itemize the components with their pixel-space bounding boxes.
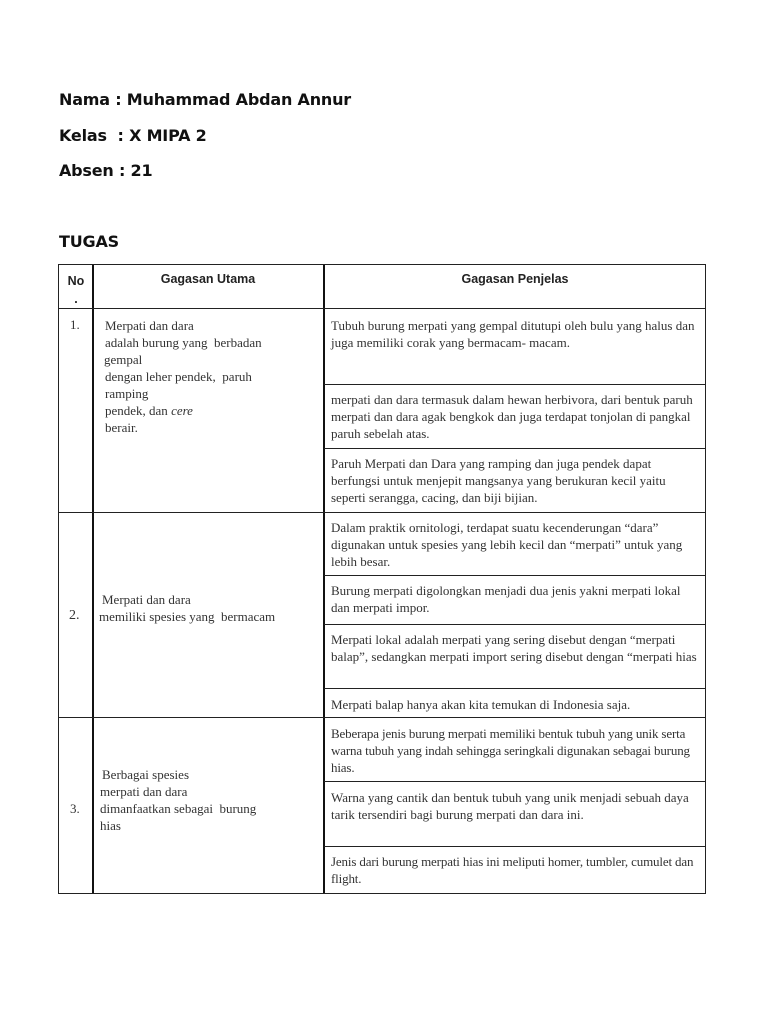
text-fragment: pendek, dan xyxy=(105,403,172,418)
section-title: TUGAS xyxy=(59,232,119,251)
row-number: 2. xyxy=(69,608,80,623)
row-divider xyxy=(59,512,705,513)
column-divider xyxy=(92,265,94,893)
header-gagasan-penjelas: Gagasan Penjelas xyxy=(461,272,569,286)
gagasan-utama-cell xyxy=(99,591,321,625)
header-no xyxy=(63,272,89,308)
gagasan-penjelas-cell: Dalam praktik ornitologi, terdapat suatu kecenderungan “dara” digunakan untuk spesies yang lebih kecil dan “merpati” untuk yang lebih besar. xyxy=(331,520,683,569)
gagasan-penjelas-cell: Merpati balap hanya akan kita temukan di Indonesia saja. xyxy=(331,697,631,712)
sub-row-divider xyxy=(324,781,705,782)
gagasan-penjelas-cell: Paruh Merpati dan Dara yang ramping dan juga pendek dapat berfungsi untuk menjepit mangsanya yang berukuran kecil yaitu seperti serangga, cacing, dan biji bijian. xyxy=(331,456,666,505)
sub-row-divider xyxy=(324,624,705,625)
text-line: Merpati dan dara xyxy=(102,592,191,607)
text-line: Merpati dan dara xyxy=(105,318,194,333)
row-number: 3. xyxy=(70,801,80,816)
sub-row-divider xyxy=(324,384,705,385)
text-line: memiliki spesies yang bermacam xyxy=(99,609,276,624)
gagasan-utama-cell xyxy=(100,766,322,834)
sub-row-divider xyxy=(324,575,705,576)
text-line xyxy=(105,402,319,419)
header-gagasan-utama: Gagasan Utama xyxy=(160,272,256,286)
gagasan-penjelas-cell: Merpati lokal adalah merpati yang sering disebut dengan “merpati balap”, sedangkan merpati import sering disebut dengan “merpati hias xyxy=(331,632,697,664)
text-line: hias xyxy=(100,818,121,833)
text-line: Berbagai spesies xyxy=(102,767,190,782)
gagasan-utama-cell xyxy=(105,317,319,436)
text-line: ramping xyxy=(105,386,149,401)
gagasan-penjelas-cell: Beberapa jenis burung merpati memiliki bentuk tubuh yang unik serta warna tubuh yang indah sehingga seringkali digunakan sebagai burung hias. xyxy=(331,726,690,775)
gagasan-penjelas-cell: Burung merpati digolongkan menjadi dua jenis yakni merpati lokal dan merpati impor. xyxy=(331,583,681,615)
student-attendance-number: Absen : 21 xyxy=(59,161,153,180)
row-divider xyxy=(59,717,705,718)
gagasan-penjelas-cell: Jenis dari burung merpati hias ini meliputi homer, tumbler, cumulet dan flight. xyxy=(331,854,694,886)
gagasan-penjelas-cell: Tubuh burung merpati yang gempal ditutupi oleh bulu yang halus dan juga memiliki corak yang bermacam- macam. xyxy=(331,318,695,350)
header-no-dot: . xyxy=(74,292,78,306)
row-number: 1. xyxy=(70,317,80,332)
sub-row-divider xyxy=(324,688,705,689)
italic-term: cere xyxy=(171,403,193,418)
text-line: dimanfaatkan sebagai burung xyxy=(100,801,257,816)
column-divider xyxy=(323,265,325,893)
student-name: Nama : Muhammad Abdan Annur xyxy=(59,90,351,109)
text-line: berair. xyxy=(105,420,138,435)
text-line: dengan leher pendek, paruh xyxy=(105,369,252,384)
sub-row-divider xyxy=(324,448,705,449)
gagasan-penjelas-cell: merpati dan dara termasuk dalam hewan herbivora, dari bentuk paruh merpati dan dara agak bengkok dan juga terdapat tonjolan di pangkal paruh sebelah atas. xyxy=(331,392,693,441)
sub-row-divider xyxy=(324,846,705,847)
header-no-label: No xyxy=(67,274,85,288)
text-line: merpati dan dara xyxy=(100,784,188,799)
row-divider xyxy=(59,308,705,309)
text-line: gempal xyxy=(104,352,143,367)
text-line: adalah burung yang berbadan xyxy=(105,335,262,350)
student-class: Kelas : X MIPA 2 xyxy=(59,126,207,145)
gagasan-penjelas-cell: Warna yang cantik dan bentuk tubuh yang unik menjadi sebuah daya tarik tersendiri bagi burung merpati dan dara ini. xyxy=(331,790,689,822)
assignment-table xyxy=(58,264,706,894)
